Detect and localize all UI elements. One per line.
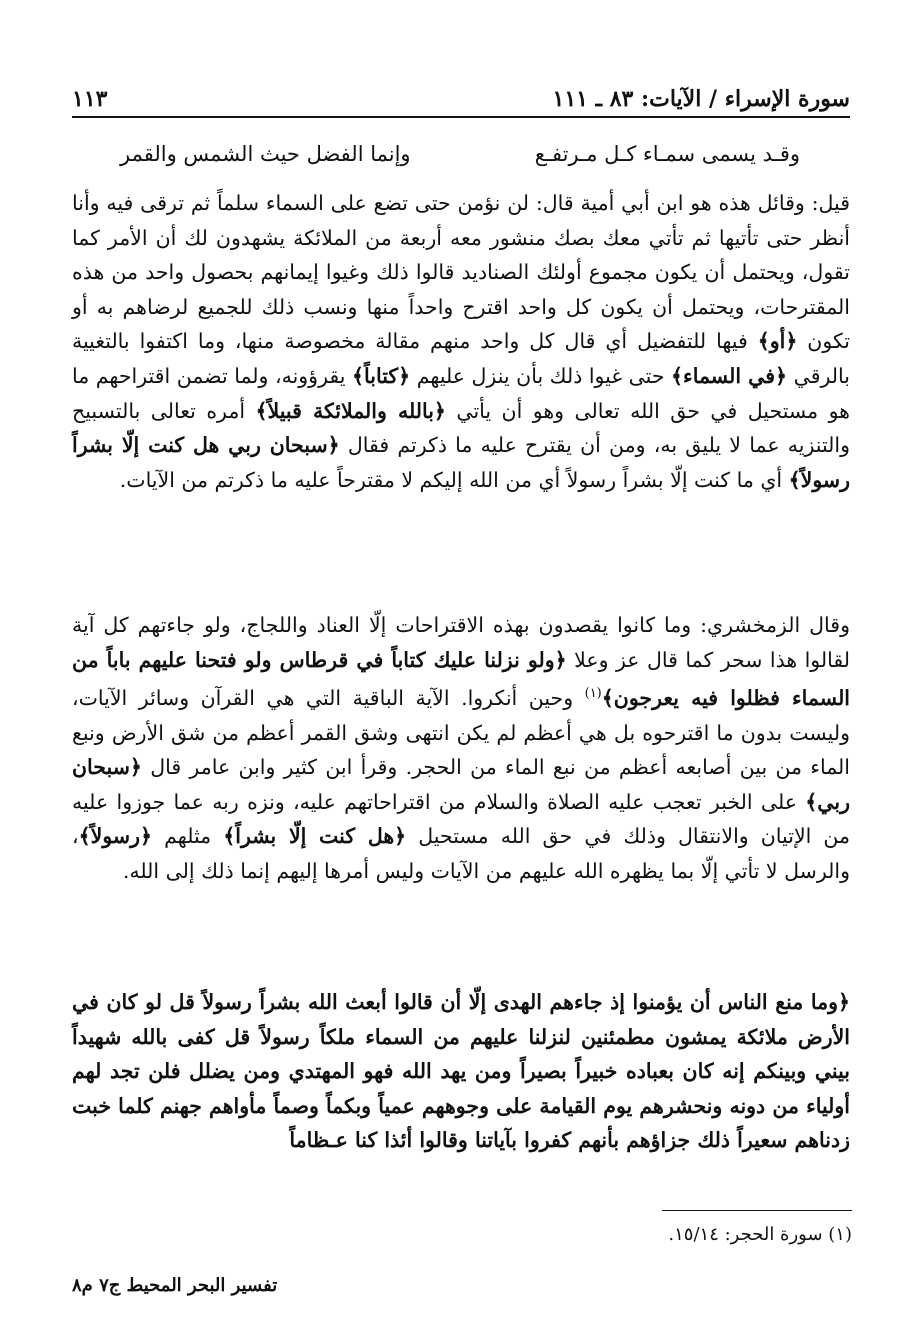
paragraph-2 [72,608,850,889]
quran-quote: ﴿أو﴾ [757,329,798,354]
text-run: حتى غيوا ذلك بأن ينزل عليهم [410,363,672,388]
text-run: وقال الزمخشري: وما كانوا يقصدون بهذه الاقتراحات إلّا العناد واللجاج، ولو جاءتهم كل آية لقالوا هذا سحر كما قال عز وعلا [72,613,850,672]
text-run: أمره تعالى بالتسبيح والتنزيه عما لا يليق به، ومن أن يقترح عليه ما ذكرتم فقال [72,398,850,458]
text-run: على الخبر تعجب عليه الصلاة والسلام من اقتراحاتهم عليه، ونزه ربه عما جوزوا عليه من الإتيان والانتقال وذلك في حق الله مستحيل [72,789,851,849]
text-run: أي ما كنت إلّا بشراً رسولاً أي من الله إليكم لا مقترحاً عليه ما ذكرتم من الآيات. [119,467,789,492]
quran-quote: ﴿هل كنت إلّا بشراً﴾ [223,824,407,849]
second-hemistich: وإنما الفضل حيث الشمس والقمر [120,142,411,166]
quran-quote: ﴿في السماء﴾ [671,363,788,388]
text-run: وحين أنكروا. الآية الباقية التي هي القرآن وسائر الآيات، وليست بدون ما اقترحوه بل هي أعظم لم يكن انتهى وشق القمر أعظم من شق الأرض ونبع الماء من بين أصابعه أعظم من نبع الماء من الحجر. وقرأ ابن كثير وابن عامر قال [72,686,850,780]
text-run: قيل: وقائل هذه هو ابن أبي أمية قال: لن نؤمن حتى تضع على السماء سلماً ثم ترقى فيه وأنا أنظر حتى تأتيها ثم تأتي معك بصك منشور معه أربعة من الملائكة يشهدون لك أن الأمر كما تقول، ويحتمل أن يكون مجموع أولئك الصناديد قالوا ذلك وغيوا إيمانهم بحصول واحد من هذه المقترحات، ويحتمل أن يكون كل واحد اقترح واحداً منها ونسب ذلك للجميع لرضاهم به أو تكون [72,191,850,354]
footnote-divider [662,1210,852,1211]
surah-title: سورة الإسراء / الآيات: ٨٣ ـ ١١١ [552,86,850,112]
text-run: يقرؤونه، ولما تضمن اقتراحهم ما هو مستحيل في حق الله تعالى وهو أن يأتي [72,363,850,423]
footnote-marker: (١) [584,686,602,702]
quran-quote: ﴿سبحان ربي هل كنت إلّا بشراً رسولاً﴾ [72,433,850,492]
quran-quote: ﴿ولو نزلنا عليك كتاباً في قرطاس ولو فتحنا عليهم باباً من السماء فظلوا فيه يعرجون﴾ [72,647,851,711]
quran-verse-block: ﴿وما منع الناس أن يؤمنوا إذ جاءهم الهدى إلّا أن قالوا أبعث الله بشراً رسولاً قل لو كان في الأرض ملائكة يمشون مطمئنين لنزلنا عليهم من السماء ملكاً رسولاً قل كفى بالله شهيداً بيني وبينكم إنه كان بعباده خبيراً بصيراً ومن يهد الله فهو المهتدي ومن يضلل فلن تجد لهم أولياء من دونه ونحشرهم يوم القيامة على وجوههم عمياً وبكماً وصماً مأواهم جهنم كلما خبت زدناهم سعيراً ذلك جزاؤهم بأنهم كفروا بآياتنا وقالوا أئذا كنا عـظاماً [72,990,850,1153]
quran-quote: ﴿كتاباً﴾ [352,363,411,388]
paragraph-1 [72,186,850,497]
footnote: (١) سورة الحجر: ١٥/١٤. [668,1224,852,1245]
page-number: ١١٣ [72,86,108,112]
poetry-couplet [120,138,800,174]
text-run: مثلهم [152,824,224,849]
quran-quote: ﴿بالله والملائكة قبيلاً﴾ [255,398,446,423]
book-signature: تفسير البحر المحيط ج٧ م٨ [72,1275,278,1296]
running-header [72,82,850,118]
text-run: فيها للتفضيل أي قال كل واحد منهم مقالة مخصوصة منها، وما اكتفوا بالتغيية بالرقي [72,329,850,388]
first-hemistich: وقـد يسمى سمـاء كـل مـرتفـع [534,142,800,166]
text-run: ، والرسل لا تأتي إلّا بما يظهره الله عليهم من الآيات وليس أمرها إليهم إنما ذلك إلى الله. [72,824,850,883]
quran-quote: ﴿رسولاً﴾ [78,824,153,849]
quran-quote: ﴿سبحان ربي﴾ [72,755,850,814]
